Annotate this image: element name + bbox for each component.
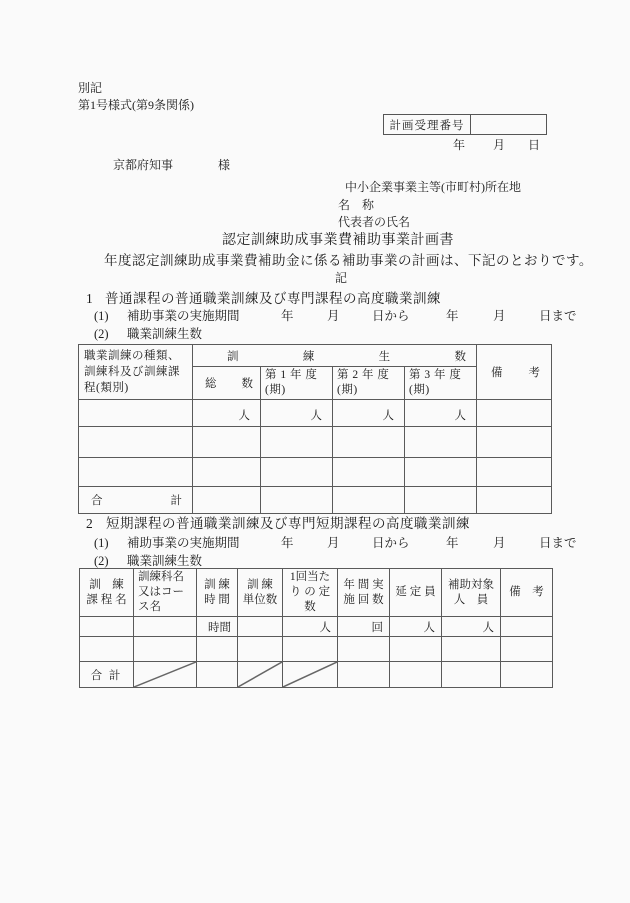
diagonal-line-icon — [238, 662, 282, 687]
unit-cell: 人 — [405, 400, 477, 427]
applicant-name-label: 名 称 — [338, 198, 375, 212]
empty-cell — [333, 487, 405, 514]
empty-cell — [283, 637, 338, 662]
empty-cell — [501, 637, 553, 662]
section2-period-line — [0, 537, 630, 551]
unit-cell: 回 — [338, 617, 390, 637]
period-month1: 月 — [327, 536, 340, 550]
section1-trainees-line — [0, 328, 630, 342]
empty-cell — [79, 427, 193, 458]
empty-cell — [477, 487, 552, 514]
period-day-to: 日まで — [539, 536, 577, 550]
date-month-label: 月 — [493, 138, 506, 152]
unit-cell: 人 — [442, 617, 501, 637]
appendix-label: 別記 — [78, 81, 103, 95]
trainee-count-group-header-cell: 訓 練 生 数 — [193, 345, 477, 367]
course-name-header-cell: 訓 練 課 程 名 — [80, 569, 134, 617]
empty-cell — [193, 427, 261, 458]
trainee-count-table-section1 — [78, 344, 552, 514]
empty-cell — [193, 487, 261, 514]
empty-cell — [501, 617, 553, 637]
empty-cell — [193, 458, 261, 487]
period-day-to: 日まで — [539, 309, 577, 323]
training-type-header-cell: 職業訓練の種類、 訓練科及び訓練課 程(類別) — [79, 345, 193, 400]
period-label: 補助事業の実施期間 — [127, 536, 240, 550]
empty-cell — [261, 487, 333, 514]
empty-cell — [197, 637, 238, 662]
section1-period-line — [0, 310, 630, 324]
item-number: (2) — [94, 327, 109, 341]
period-day-from: 日から — [372, 536, 410, 550]
capacity-per-session-header-cell: 1回当た り の 定 数 — [283, 569, 338, 617]
total-capacity-header-cell: 延 定 員 — [390, 569, 442, 617]
empty-cell — [501, 662, 553, 688]
addressee-line — [0, 159, 630, 173]
section2-heading-line — [0, 517, 630, 532]
empty-cell — [80, 637, 134, 662]
remarks-header-cell: 備 考 — [477, 345, 552, 400]
representative-name-label: 代表者の氏名 — [338, 215, 411, 229]
remarks-header-cell: 備 考 — [501, 569, 553, 617]
crossed-out-cell — [283, 662, 338, 688]
unit-cell: 人 — [283, 617, 338, 637]
item-number: (1) — [94, 309, 109, 323]
empty-cell — [477, 458, 552, 487]
empty-cell — [261, 458, 333, 487]
period-year2: 年 — [446, 536, 459, 550]
section1-heading: 普通課程の普通職業訓練及び専門課程の高度職業訓練 — [105, 291, 441, 306]
section1-number: 1 — [86, 291, 94, 306]
crossed-out-cell — [134, 662, 197, 688]
period-label: 補助事業の実施期間 — [127, 309, 240, 323]
trainees-label: 職業訓練生数 — [127, 327, 203, 341]
year3-header-cell: 第 3 年 度 (期) — [405, 367, 477, 400]
trainee-count-table-section2 — [79, 568, 553, 688]
empty-cell — [442, 637, 501, 662]
empty-cell — [405, 427, 477, 458]
item-number: (1) — [94, 536, 109, 550]
empty-cell — [477, 427, 552, 458]
period-month2: 月 — [493, 309, 506, 323]
plan-receipt-number-box — [383, 114, 547, 135]
diagonal-line-icon — [134, 662, 196, 687]
note-mark: 記 — [335, 271, 348, 285]
plan-receipt-number-label: 計画受理番号 — [384, 115, 471, 134]
diagonal-line-icon — [283, 662, 337, 687]
empty-cell — [79, 400, 193, 427]
period-year1: 年 — [281, 309, 294, 323]
empty-cell — [477, 400, 552, 427]
addressee-honorific: 様 — [218, 158, 231, 172]
empty-cell — [390, 662, 442, 688]
empty-cell — [405, 458, 477, 487]
empty-cell — [442, 662, 501, 688]
period-month2: 月 — [493, 536, 506, 550]
course-or-subject-header-cell: 訓練科名 又はコー ス名 — [134, 569, 197, 617]
empty-cell — [238, 637, 283, 662]
training-units-header-cell: 訓 練 単位数 — [238, 569, 283, 617]
unit-cell: 人 — [390, 617, 442, 637]
total-row-label-cell: 合 計 — [80, 662, 134, 688]
empty-cell — [390, 637, 442, 662]
date-day-label: 日 — [528, 138, 541, 152]
empty-cell — [333, 427, 405, 458]
section1-heading-line — [0, 292, 630, 307]
empty-cell — [338, 662, 390, 688]
section2-heading: 短期課程の普通職業訓練及び専門短期課程の高度職業訓練 — [106, 516, 470, 531]
period-year2: 年 — [446, 309, 459, 323]
addressee-name: 京都府知事 — [113, 158, 174, 172]
form-number: 第1号様式(第9条関係) — [78, 98, 194, 112]
intro-sentence: 年度認定訓練助成事業費補助金に係る補助事業の計画は、下記のとおりです。 — [104, 253, 593, 268]
section2-trainees-line — [0, 555, 630, 569]
year2-header-cell: 第 2 年 度 (期) — [333, 367, 405, 400]
date-line — [0, 139, 630, 153]
empty-cell — [333, 458, 405, 487]
period-day-from: 日から — [372, 309, 410, 323]
total-row-label-cell: 合 計 — [79, 487, 193, 514]
unit-cell: 時間 — [197, 617, 238, 637]
empty-cell — [338, 637, 390, 662]
section2-number: 2 — [86, 516, 94, 531]
empty-cell — [79, 458, 193, 487]
trainees-label: 職業訓練生数 — [127, 554, 203, 568]
document-title: 認定訓練助成事業費補助事業計画書 — [222, 233, 454, 248]
empty-cell — [238, 617, 283, 637]
item-number: (2) — [94, 554, 109, 568]
empty-cell — [80, 617, 134, 637]
empty-cell — [261, 427, 333, 458]
date-year-label: 年 — [453, 138, 466, 152]
unit-cell: 人 — [333, 400, 405, 427]
empty-cell — [134, 637, 197, 662]
period-year1: 年 — [281, 536, 294, 550]
empty-cell — [405, 487, 477, 514]
training-hours-header-cell: 訓 練 時 間 — [197, 569, 238, 617]
plan-receipt-number-value — [471, 115, 546, 134]
subsidy-target-persons-header-cell: 補助対象 人 員 — [442, 569, 501, 617]
annual-sessions-header-cell: 年 間 実 施 回 数 — [338, 569, 390, 617]
period-month1: 月 — [327, 309, 340, 323]
empty-cell — [134, 617, 197, 637]
applicant-address-label: 中小企業事業主等(市町村)所在地 — [345, 180, 521, 194]
crossed-out-cell — [238, 662, 283, 688]
empty-cell — [197, 662, 238, 688]
total-column-header-cell: 総 数 — [193, 367, 261, 400]
unit-cell: 人 — [261, 400, 333, 427]
unit-cell: 人 — [193, 400, 261, 427]
year1-header-cell: 第 1 年 度 (期) — [261, 367, 333, 400]
